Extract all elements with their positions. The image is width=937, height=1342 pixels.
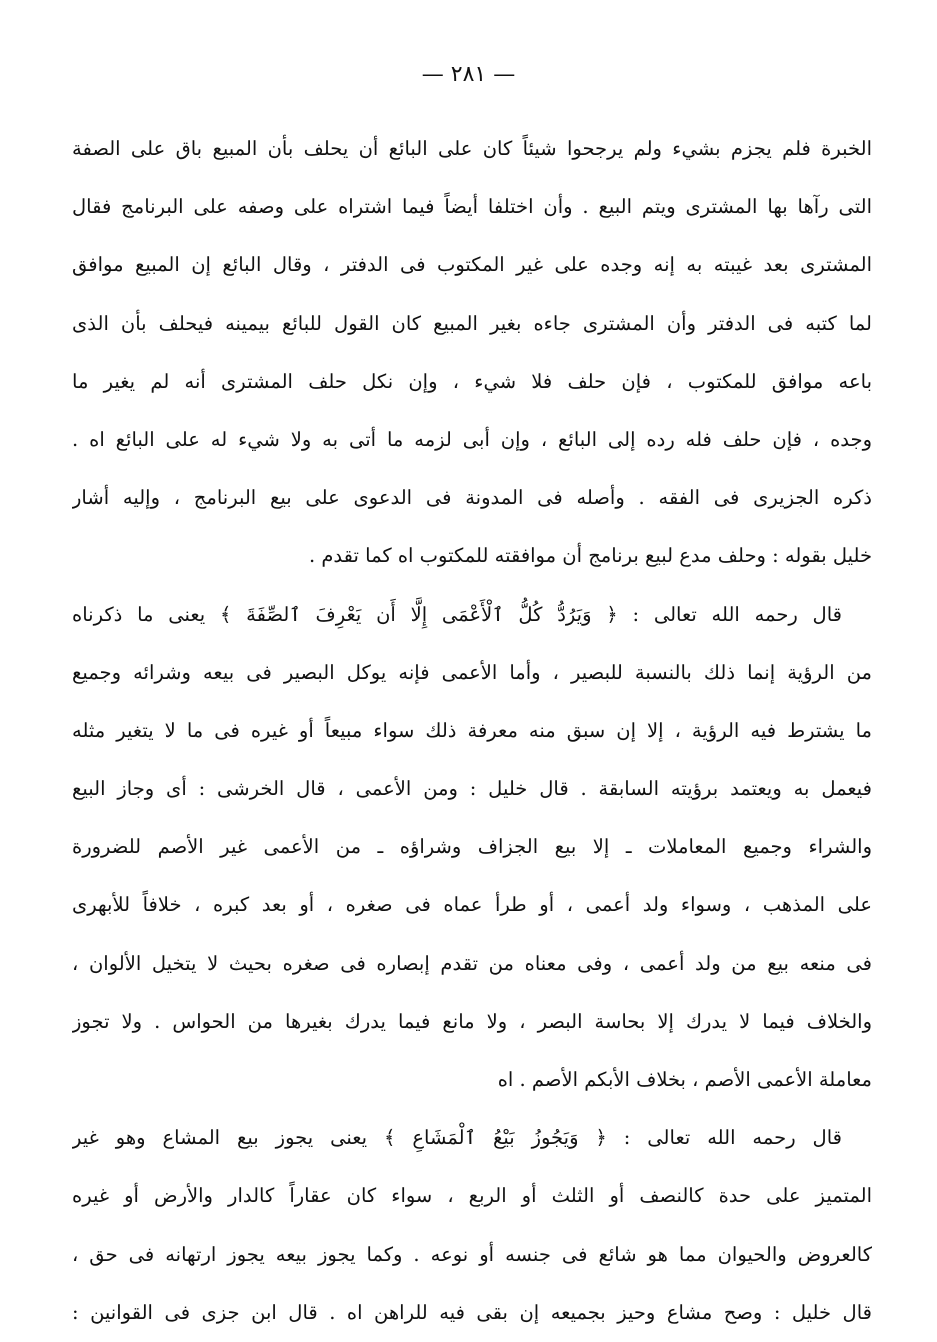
text-line: على المذهب ، وسواء ولد أعمى ، أو طرأ عماه فى صغره ، أو بعد كبره ، خلافاً للأبهرى [72,893,872,917]
text-line: من الرؤية إنما ذلك بالنسبة للبصير ، وأما الأعمى فإنه يوكل البصير فى بيعه وشرائه وجميع [72,660,872,684]
text-line: فى منعه بيع من ولد أعمى ، وفى معناه من تقدم إبصاره فى صغره بحيث لا يتخيل الألوان ، [72,951,872,975]
text-line: قال رحمه الله تعالى : ﴿ وَيَرُدُّ كُلُّ ٱلْأَعْمَى إِلَّا أَن يَعْرِفَ ٱلصِّفَةَ ﴾ يعنى ما ذكرناه [72,602,842,626]
paragraph-2 [72,586,872,1110]
body-text [72,120,872,1342]
text-line: باعه موافق للمكتوب ، فإن حلف فلا شيء ، وإن نكل حلف المشترى أنه لم يغير ما [72,369,872,393]
page-number: — ٢٨١ — [421,62,516,87]
text-line: معاملة الأعمى الأصم ، بخلاف الأبكم الأصم . اه [497,1068,872,1091]
text-line: لما كتبه فى الدفتر وأن المشترى جاءه بغير المبيع كان القول للبائع بيمينه فيحلف بأن الذى [72,311,872,335]
text-line: التى رآها بها المشترى ويتم البيع . وأن اختلفا أيضاً فيما اشتراه على وصفه على البرنامج فقال [72,195,872,219]
text-line: خليل بقوله : وحلف مدع لبيع برنامج أن موافقته للمكتوب اه كما تقدم . [308,544,872,568]
text-line: ذكره الجزيرى فى الفقه . وأصله فى المدونة فى الدعوى على بيع البرنامج ، وإليه أشار [72,486,872,510]
text-line: كالعروض والحيوان مما هو شائع فى جنسه أو نوعه . وكما يجوز بيعه يجوز ارتهانه فى حق ، [72,1242,872,1266]
text-line: ما يشترط فيه الرؤية ، إلا إن سبق منه معرفة ذلك سواء مبيعاً أو غيره فى ما لا يتغير مثله [72,718,872,742]
text-line: والشراء وجميع المعاملات ـ إلا بيع الجزاف وشراؤه ـ من الأعمى غير الأصم للضرورة [72,835,872,859]
text-line: المشترى بعد غيبته به إنه وجده على غير المكتوب فى الدفتر ، وقال البائع إن المبيع موافق [72,253,872,277]
paragraph-1 [72,120,872,586]
text-line: قال رحمه الله تعالى : ﴿ وَيَجُوزُ بَيْعُ ٱلْمَشَاعِ ﴾ يعنى يجوز بيع المشاع وهو غير [72,1126,842,1150]
text-line: وجده ، فإن حلف فله رده إلى البائع ، وإن أبى لزمه ما أتى به ولا شيء له على البائع اه . [72,427,872,451]
text-line: الخبرة فلم يجزم بشيء ولم يرجحوا شيئاً كان على البائع أن يحلف بأن المبيع باق على الصفة [72,137,872,160]
text-line: قال خليل : وصح مشاع وحيز بجميعه إن بقى فيه للراهن اه . قال ابن جزى فى القوانين : [72,1300,872,1324]
text-line: والخلاف فيما لا يدرك إلا بحاسة البصر ، ولا مانع فيما يدرك بغيرها من الحواس . ولا تجوز [72,1009,872,1033]
text-line: المتميز على حدة كالنصف أو الثلث أو الربع ، سواء كان عقاراً كالدار والأرض أو غيره [72,1184,872,1208]
paragraph-3 [72,1109,872,1342]
text-line: فيعمل به ويعتمد برؤيته السابقة . قال خليل : ومن الأعمى ، قال الخرشى : أى وجاز البيع [72,777,872,801]
